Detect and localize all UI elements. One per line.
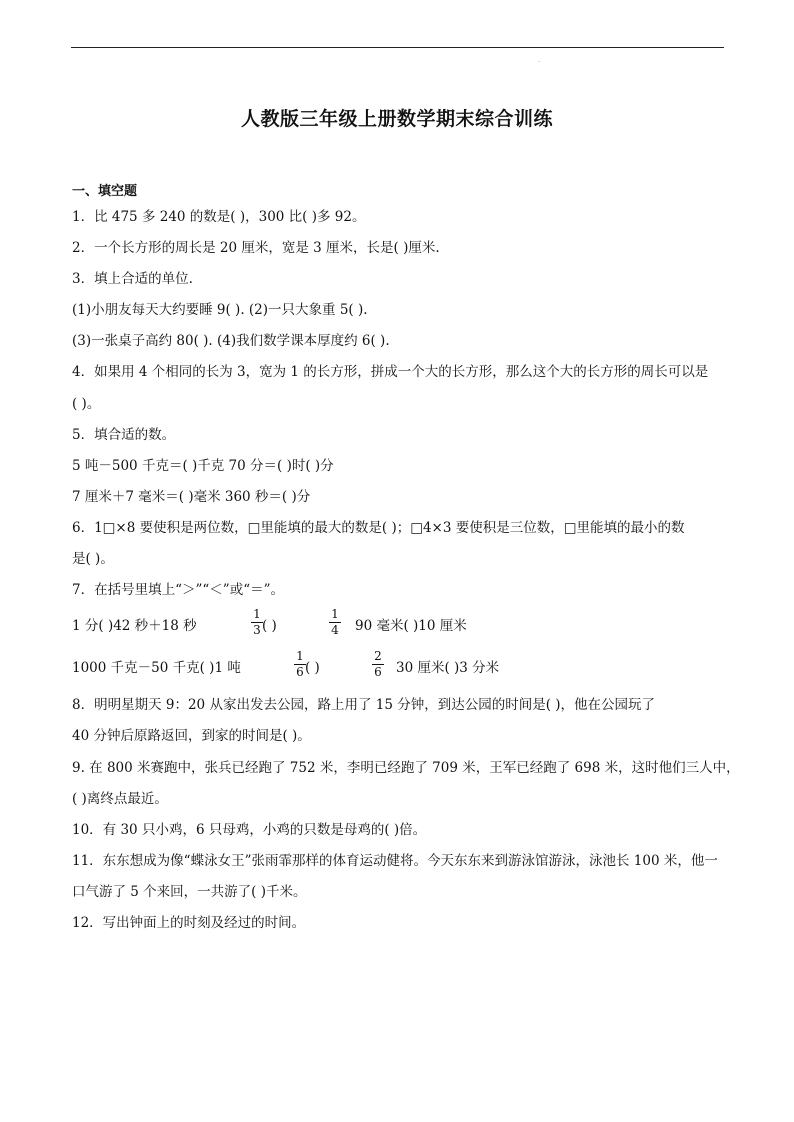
header-rule xyxy=(71,47,724,48)
question-7-row-2-item-1: 1000 千克－50 千克( )1 吨 xyxy=(72,660,241,676)
section-heading: 一、填空题 xyxy=(72,184,138,199)
fraction-denominator: 3 xyxy=(253,623,261,637)
question-6-line-1: 6．1□×8 要使积是两位数，□里能填的最大的数是( )；□4×3 要使积是三位数，□里能填的最小的数 xyxy=(72,520,685,536)
fraction-denominator: 6 xyxy=(374,665,382,679)
fraction-numerator: 1 xyxy=(253,607,261,621)
question-4-line-1: 4．如果用 4 个相同的长为 3，宽为 1 的长方形，拼成一个大的长方形，那么这个大的长方形的周长可以是 xyxy=(72,364,709,380)
question-8-line-2: 40 分钟后原路返回，到家的时间是( )。 xyxy=(72,728,311,744)
question-11-line-1: 11．东东想成为像“蝶泳女王”张雨霏那样的体育运动健将。今天东东来到游泳馆游泳，泳池长 100 米，他一 xyxy=(72,853,718,869)
fraction-denominator: 4 xyxy=(331,623,339,637)
question-11-line-2: 口气游了 5 个来回，一共游了( )千米。 xyxy=(72,884,307,900)
question-7-row-1-item-3: 90 毫米( )10 厘米 xyxy=(355,618,467,634)
question-7-row-1-item-1: 1 分( )42 秒＋18 秒 xyxy=(72,618,197,634)
question-6-line-2: 是( )。 xyxy=(72,551,114,567)
question-9-line-1: 9. 在 800 米赛跑中，张兵已经跑了 752 米，李明已经跑了 709 米，王军已经跑了 698 米，这时他们三人中， xyxy=(72,760,740,776)
question-12: 12．写出钟面上的时刻及经过的时间。 xyxy=(72,915,306,931)
question-9-line-2: ( )离终点最近。 xyxy=(72,791,168,807)
question-1: 1．比 475 多 240 的数是( )，300 比( )多 92。 xyxy=(72,209,366,225)
question-7-row-1-item-2: ( ) xyxy=(262,618,277,634)
question-8-line-1: 8．明明星期天 9：20 从家出发去公园，路上用了 15 分钟，到达公园的时间是( )，他在公园玩了 xyxy=(72,697,656,713)
question-3-part-1: (1)小朋友每天大约要睡 9( ). (2)一只大象重 5( ). xyxy=(72,302,368,318)
question-7-row-2-item-2: ( ) xyxy=(305,660,320,676)
fraction-numerator: 2 xyxy=(374,649,382,663)
question-4-line-2: ( )。 xyxy=(72,396,101,412)
header-mark: . xyxy=(538,56,541,64)
question-7-row-2-item-3: 30 厘米( )3 分米 xyxy=(396,660,500,676)
fraction-numerator: 1 xyxy=(331,607,339,621)
page-title: 人教版三年级上册数学期末综合训练 xyxy=(240,108,553,130)
fraction-2-6 xyxy=(372,650,384,679)
question-5: 5．填合适的数。 xyxy=(72,427,176,443)
question-3: 3．填上合适的单位. xyxy=(72,271,193,287)
fraction-numerator: 1 xyxy=(296,649,304,663)
question-10: 10．有 30 只小鸡，6 只母鸡，小鸡的只数是母鸡的( )倍。 xyxy=(72,822,427,838)
question-5-row-1: 5 吨－500 千克＝( )千克 70 分＝( )时( )分 xyxy=(72,458,334,474)
fraction-1-4 xyxy=(329,608,341,637)
question-2: 2．一个长方形的周长是 20 厘米，宽是 3 厘米，长是( )厘米. xyxy=(72,240,440,256)
question-5-row-2: 7 厘米＋7 毫米＝( )毫米 360 秒＝( )分 xyxy=(72,489,311,505)
fraction-denominator: 6 xyxy=(296,665,304,679)
question-7: 7．在括号里填上“＞”“＜”或“＝”。 xyxy=(72,582,284,598)
question-3-part-2: (3)一张桌子高约 80( ). (4)我们数学课本厚度约 6( ). xyxy=(72,333,390,349)
